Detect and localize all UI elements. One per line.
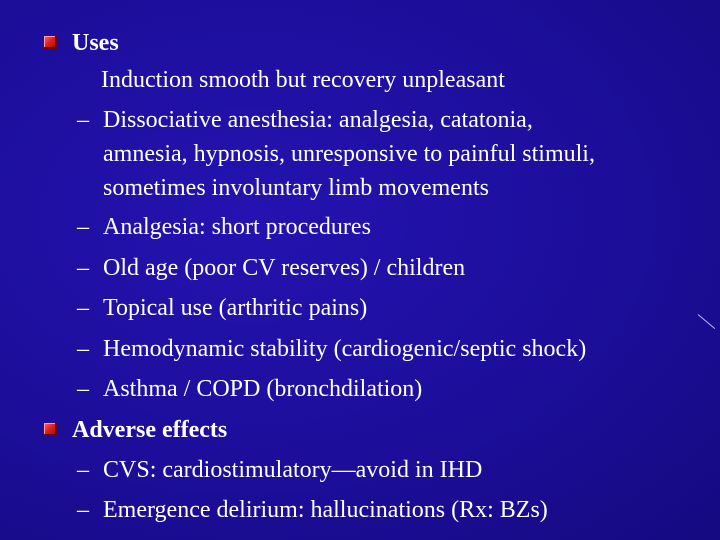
list-item-text: Asthma / COPD (bronchdilation)	[103, 376, 423, 402]
dash-marker: –	[77, 295, 89, 321]
list-item-text: Hemodynamic stability (cardiogenic/septic shock)	[103, 336, 587, 362]
dash-marker: –	[77, 376, 89, 402]
list-item-continuation: sometimes involuntary limb movements	[103, 175, 489, 201]
dash-marker: –	[77, 336, 89, 362]
list-item-text: Dissociative anesthesia: analgesia, catatonia,	[103, 107, 533, 133]
list-item-continuation: amnesia, hypnosis, unresponsive to painful stimuli,	[103, 141, 595, 167]
list-item	[77, 106, 533, 134]
list-item	[77, 375, 422, 403]
list-item	[77, 294, 367, 322]
dash-marker: –	[77, 457, 89, 483]
section-heading-uses: Uses	[72, 30, 119, 56]
dash-marker: –	[77, 255, 89, 281]
list-item-text: Emergence delirium: hallucinations (Rx: BZs)	[103, 497, 548, 523]
list-item	[77, 496, 548, 524]
list-item	[77, 254, 465, 282]
uses-intro: Induction smooth but recovery unpleasant	[101, 67, 505, 93]
list-item-text: Old age (poor CV reserves) / children	[103, 255, 466, 281]
dash-marker: –	[77, 107, 89, 133]
dash-marker: –	[77, 497, 89, 523]
list-item-text: Analgesia: short procedures	[103, 214, 371, 240]
decorative-diagonal-line	[698, 314, 715, 329]
section-heading-adverse-effects: Adverse effects	[72, 417, 228, 443]
list-item	[77, 456, 482, 484]
list-item	[77, 335, 586, 363]
list-item-text: Topical use (arthritic pains)	[103, 295, 368, 321]
list-item	[77, 213, 371, 241]
section-bullet-icon	[44, 423, 57, 436]
section-bullet-icon	[44, 36, 57, 49]
dash-marker: –	[77, 214, 89, 240]
list-item-text: CVS: cardiostimulatory—avoid in IHD	[103, 457, 483, 483]
